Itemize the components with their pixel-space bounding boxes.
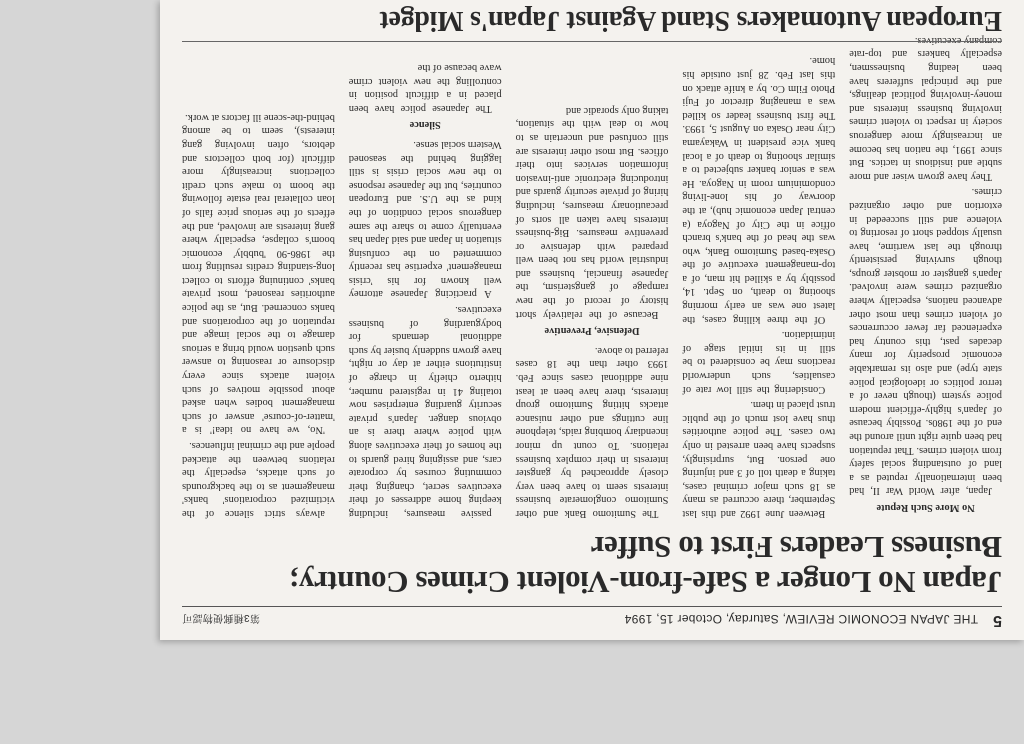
paragraph: The Japanese police have been placed in a difficult position in controlling the new violent crime wave because of the [348, 62, 502, 114]
article-columns [182, 34, 1002, 520]
paragraph: Between June 1992 and this last September, there occurred as many as 18 such major criminal cases, taking a death toll of 3 and injuring one person. But, surprisingly, suspects have been arrested in only two cases. The police authorities thus have lost much of the public trust placed in them. [682, 399, 836, 519]
paragraph: Considering the still low rate of casualties, such underworld reactions may be considered to be still in its initial stage of intimidation. [682, 329, 836, 395]
paragraph: A practicing Japanese attorney well known for his 'crisis management' expertise has recently commented on the confusing situation in Japan and said Japan has eventually come to share the same dangerous social condition of the kind as the U.S. and European countries, but the Japanese response to the new social crisis is still lagging behind the seasoned Western social sense. [348, 138, 502, 300]
section-divider [182, 41, 1002, 42]
article-column [515, 104, 669, 520]
postal-stamp-text: 第3種郵便物認可 [182, 612, 260, 623]
subheading: Defensive, Preventive [544, 325, 640, 337]
paragraph: They have grown wiser and more subtle and insidious in tactics. But since 1991, the nation has become an increasingly more dangerous society in respect to violent crimes involving business interests and money-involving political dealings, and the principal sufferers have been leading businessmen, especially bankers and top-rate company executives. [849, 34, 1002, 182]
article-column [348, 62, 502, 520]
page-header [182, 606, 1002, 629]
article-column [182, 111, 335, 520]
lower-article-headline: European Automakers Stand Against Japan's Midget [379, 5, 1002, 36]
paragraph: Of the three killing cases, the latest one was an early morning shooting to death, on Sept. 14, possibly by a skilled hit man, of a top-management executive of the Osaka-based Sumitomo Bank, who was the head of the bank's branch office in the City of Nagoya (a central Japan economic hub), at the doorway of his lone-living condominium room in Nagoya. He was a senior banker subjected to a similar shooting to death of a local bank vice president in Wakayama City near Osaka on August 5, 1993. The first business leader so killed was a managing director of Fuji Photo Film Co. by a knife attack on this last Feb. 28 just outside his home. [682, 55, 836, 325]
publication-line: THE JAPAN ECONOMIC REVIEW, Saturday, October 15, 1994 [624, 612, 978, 626]
paragraph: Because of the relatively short history of record of the new rampage of gangsterism, the Japanese financial, business and industrial world has not been well prepared with defensive or preventive measures. Big-business interests have taken all sorts of precautionary measures, including hiring of private security guards and introducing electronic anti-invasion information services into their offices. But most other interests are still confused and uncertain as to how to deal with the situation, taking only sporadic and [515, 104, 669, 320]
page-content-rotated [160, 0, 1024, 640]
article-headline: Japan No Longer a Safe-from-Violent Crimes Country; Business Leaders First to Suffer [289, 530, 1002, 600]
lower-columns [182, 48, 1002, 168]
article-column [682, 55, 836, 520]
subheading: Silence [409, 119, 441, 131]
paragraph: 'No, we have no idea!' is a 'matter-of-course' answer of such management bodies when asked about possible motives of such violent attacks since every disclosure or reasoning to answer such question would bring a serious damage to the social image and reputation of the corporations and banks concerned. But, as the police authorities reasoned, most private banks' continuing efforts to collect long-standing credits resulting from the 1986-90 'bubbly' economic boom's collapse, especially where gang interests are involved, and the effects of the serious price falls of loan collateral real estate following the boom to make such credit collections increasingly more difficult (for both collectors and debtors, often involving gang interests), seem to be among behind-the-scene ill factors at work. [182, 111, 335, 436]
paragraph: passive measures, including keeping home addresses of their executives secret, changing their commuting courses by corporate cars, and assigning hired guards to the homes of their executives along with police where there is an obvious danger. Japan's private security guarding enterprises now totaling 41 in registered number, hitherto chiefly in charge of institutions either at day or night, have grown suddenly busier by such additional demands for bodyguarding of business executives. [348, 304, 502, 519]
paragraph: The Sumitomo Bank and other Sumitomo conglomerate business interests seem to have been very closely approached by gangster interests in their complex business relations. To count up minor incendiary bombing raids, telephone line cuttings and other nuisance attacks hitting Sumitomo group interests, there have been at least nine additional cases since Feb. 1993 other than the 18 cases referred to above. [515, 344, 669, 519]
subheading: No More Such Repute [876, 502, 975, 513]
paragraph: always strict silence of the victimized corporations' banks' management as to the backgrounds of such attacks, especially the relations between the attacked people and the criminal influences. [182, 440, 335, 519]
page-number: 5 [992, 612, 1002, 629]
paragraph: Japan, after World War II, had been internationally reputed as a land of outstanding social safety from violent crimes. That reputation had been quite right until around the end of the 1980s. Possibly because of Japan's highly-efficient modern police system (though never of a terror politics or ideological police state type) and also its remarkable economic prosperity for many decades past, this country had experienced far fewer occurrences of violent crimes than most other advanced nations, especially where organized crimes were involved. Japan's gangster or mobster groups, though surviving persistently through the last wartime, have usually stopped short of resorting to violence and still succeeded in extortion and other organized crimes. [849, 186, 1002, 497]
newspaper-page [160, 0, 1024, 640]
article-column [849, 34, 1002, 520]
